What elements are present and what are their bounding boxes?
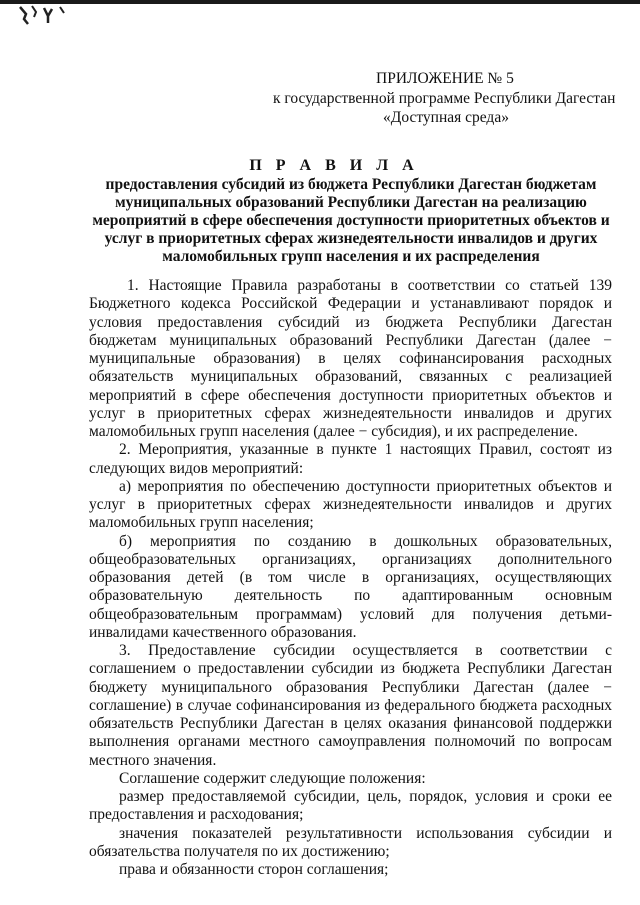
scan-top-edge [0,0,640,4]
rules-subtitle: предоставления субсидий из бюджета Республики Дагестан бюджетам муниципальных образований Республики Дагестан на реализацию мероприятий в сфере обеспечения доступности приоритетных объектов и услуг в приоритетных сферах жизнедеятельности инвалидов и других маломобильных групп населения и их распределения [92,176,610,265]
appendix-program-name: «Доступная среда» [383,109,509,126]
document-body [89,277,612,879]
paragraph-1: 1. Настоящие Правила разработаны в соответствии со статьей 139 Бюджетного кодекса Российской Федерации и устанавливают порядок и условия предоставления субсидий из бюджета Республики Дагестан бюджетам муниципальных образований Республики Дагестан (далее − муниципальные образования) в целях софинансирования расходных обязательств муниципальных образований, связанных с реализацией мероприятий в сфере обеспечения доступности приоритетных объектов и услуг в приоритетных сферах жизнедеятельности инвалидов и других маломобильных групп населения (далее − субсидия), и их распределение. [89,277,612,440]
agreement-intro: Соглашение содержит следующие положения: [119,769,426,787]
paragraph-3: 3. Предоставление субсидии осуществляется в соответствии с соглашением о предоставлении субсидии из бюджета Республики Дагестан бюджету муниципального образования Республики Дагестан (далее − соглашение) в случае софинансирования из федерального бюджета расходных обязательств Республики Дагестан в целях оказания финансовой поддержки выполнения органами местного самоуправления полномочий по вопросам местного значения. [89,642,612,769]
paragraph-2a: а) мероприятия по обеспечению доступности приоритетных объектов и услуг в приоритетных сферах жизнедеятельности инвалидов и других маломобильных групп населения; [89,477,612,532]
appendix-number: ПРИЛОЖЕНИЕ № 5 [376,70,514,87]
rules-title: П Р А В И Л А [249,157,419,174]
agreement-item-1: размер предоставляемой субсидии, цель, порядок, условия и сроки ее предоставления и расходования; [89,788,612,824]
agreement-item-3: права и обязанности сторон соглашения; [119,861,389,878]
agreement-item-2: значения показателей результативности использования субсидии и обязательства получателя по их достижению; [89,824,612,860]
appendix-program: к государственной программе Республики Дагестан [273,90,616,107]
paragraph-2b: б) мероприятия по созданию в дошкольных образовательных, общеобразовательных организациях, организациях дополнительного образования детей (в том числе в организациях, осуществляющих образовательную деятельность по адаптированным основным общеобразовательным программам) условий для получения детьми-инвалидами качественного образования. [89,532,612,641]
paragraph-2: 2. Мероприятия, указанные в пункте 1 настоящих Правил, состоят из следующих видов мероприятий: [89,441,612,477]
scan-artifact-mark [18,4,70,26]
